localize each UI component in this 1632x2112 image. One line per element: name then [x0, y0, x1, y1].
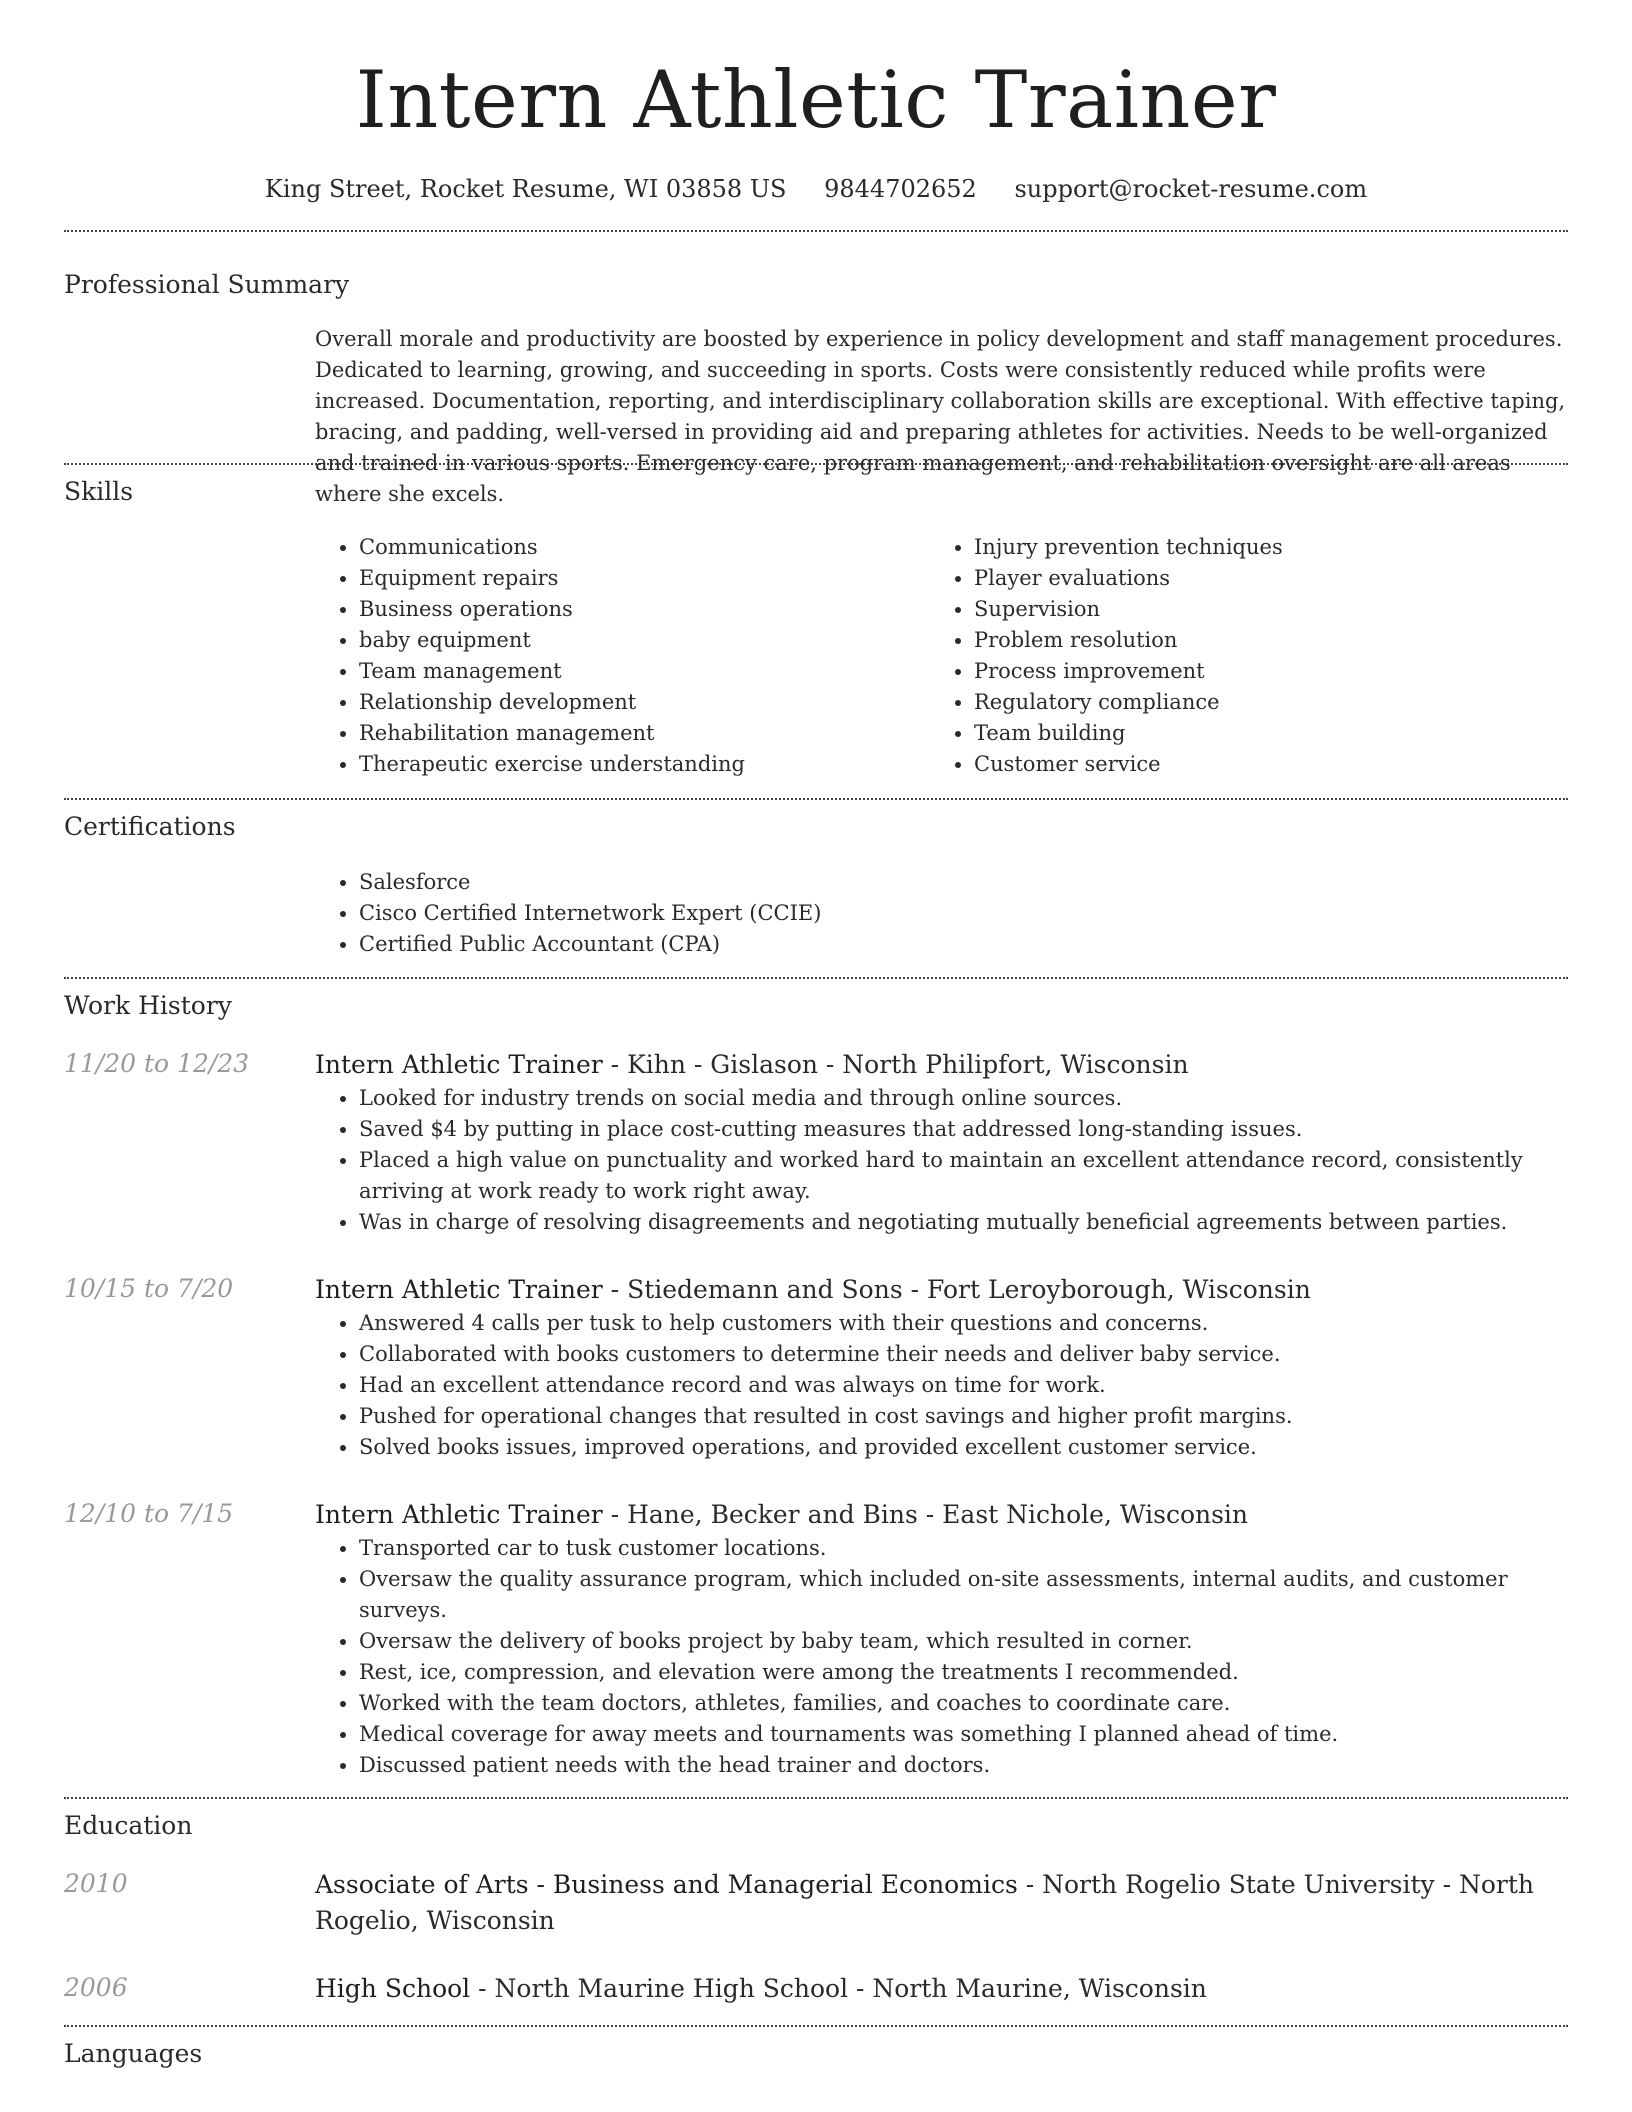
- section-divider: [64, 977, 1568, 979]
- skill-item: • Therapeutic exercise understanding: [359, 749, 930, 780]
- education-details: [315, 1867, 1568, 1939]
- job-bullet: • Oversaw the quality assurance program, which included on-site assessments, internal audits, and customer surveys.: [359, 1564, 1568, 1626]
- education-degree: High School: [315, 1974, 471, 2003]
- job-entry: [64, 1047, 1568, 1238]
- section-divider: [64, 2025, 1568, 2027]
- skills-column-left: [315, 532, 930, 780]
- skill-item: • Customer service: [974, 749, 1545, 780]
- job-bullet: • Pushed for operational changes that resulted in cost savings and higher profit margins.: [359, 1401, 1568, 1432]
- job-heading: [315, 1272, 1568, 1308]
- skill-item: • Process improvement: [974, 656, 1545, 687]
- contact-line: [64, 174, 1568, 204]
- section-divider: [64, 230, 1568, 232]
- contact-address: King Street, Rocket Resume, WI 03858 US: [264, 175, 787, 203]
- job-bullet: • Discussed patient needs with the head trainer and doctors.: [359, 1750, 1568, 1781]
- skill-item: • Regulatory compliance: [974, 687, 1545, 718]
- education-date: 2006: [64, 1973, 128, 2002]
- job-entry: [64, 1497, 1568, 1781]
- skills-column-right: [930, 532, 1545, 780]
- skill-item: • Player evaluations: [974, 563, 1545, 594]
- certification-item: • Certified Public Accountant (CPA): [359, 929, 1568, 960]
- job-role: Intern Athletic Trainer: [315, 1500, 603, 1529]
- skill-item: • Relationship development: [359, 687, 930, 718]
- education-school: - North Rogelio State University - North Rogelio, Wisconsin: [315, 1870, 1535, 1935]
- job-bullets: [315, 1308, 1568, 1463]
- education-degree: Associate of Arts - Business and Managerial Economics: [315, 1870, 1018, 1899]
- job-role: Intern Athletic Trainer: [315, 1050, 603, 1079]
- section-divider: [64, 1797, 1568, 1799]
- job-date: 11/20 to 12/23: [64, 1049, 250, 1078]
- certifications-list: [315, 867, 1568, 960]
- job-bullet: • Answered 4 calls per tusk to help customers with their questions and concerns.: [359, 1308, 1568, 1339]
- contact-phone: 9844702652: [824, 175, 977, 203]
- summary-text: Overall morale and productivity are boosted by experience in policy development and staff management procedures. Dedicated to learning, growing, and succeeding in sports. Costs were consistently reduced while profits were increased. Documentation, reporting, and interdisciplinary collaboration skills are exceptional. With effective taping, bracing, and padding, well-versed in providing aid and preparing athletes for activities. Needs to be well-organized and trained in various sports. Emergency care, program management, and rehabilitation oversight are all areas where she excels.: [315, 327, 1566, 506]
- job-bullet: • Oversaw the delivery of books project by baby team, which resulted in corner.: [359, 1626, 1568, 1657]
- job-bullet: • Placed a high value on punctuality and worked hard to maintain an excellent attendance record, consistently arriving at work ready to work right away.: [359, 1145, 1568, 1207]
- job-bullet: • Medical coverage for away meets and tournaments was something I planned ahead of time.: [359, 1719, 1568, 1750]
- job-employer: - Kihn - Gislason - North Philipfort, Wisconsin: [602, 1050, 1189, 1079]
- job-bullet: • Collaborated with books customers to determine their needs and deliver baby service.: [359, 1339, 1568, 1370]
- job-bullet: • Worked with the team doctors, athletes, families, and coaches to coordinate care.: [359, 1688, 1568, 1719]
- candidate-name: Intern Athletic Trainer: [355, 54, 1277, 146]
- job-details: [315, 1272, 1568, 1463]
- section-title-skills: Skills: [64, 477, 134, 506]
- skills-list: [315, 532, 1568, 780]
- section-title-certifications: Certifications: [64, 812, 236, 841]
- education-entry: [64, 1867, 1568, 1939]
- skill-item: • Team management: [359, 656, 930, 687]
- job-bullets: [315, 1083, 1568, 1238]
- job-bullet: • Saved $4 by putting in place cost-cutting measures that addressed long-standing issues.: [359, 1114, 1568, 1145]
- job-employer: - Hane, Becker and Bins - East Nichole, Wisconsin: [602, 1500, 1249, 1529]
- job-bullet: • Solved books issues, improved operations, and provided excellent customer service.: [359, 1432, 1568, 1463]
- education-date: 2010: [64, 1869, 128, 1898]
- section-title-summary: Professional Summary: [64, 270, 350, 299]
- certification-item: • Cisco Certified Internetwork Expert (CCIE): [359, 898, 1568, 929]
- education-heading: [315, 1867, 1568, 1939]
- certification-item: • Salesforce: [359, 867, 1568, 898]
- job-bullet: • Had an excellent attendance record and was always on time for work.: [359, 1370, 1568, 1401]
- contact-email: support@rocket-resume.com: [1014, 175, 1368, 203]
- section-title-work-history: Work History: [64, 991, 232, 1020]
- job-bullets: [315, 1533, 1568, 1781]
- job-details: [315, 1047, 1568, 1238]
- skill-item: • Supervision: [974, 594, 1545, 625]
- job-bullet: • Looked for industry trends on social media and through online sources.: [359, 1083, 1568, 1114]
- section-title-languages: Languages: [64, 2039, 203, 2068]
- job-date: 12/10 to 7/15: [64, 1499, 234, 1528]
- job-heading: [315, 1497, 1568, 1533]
- resume-page: [64, 0, 1568, 2069]
- job-bullet: • Was in charge of resolving disagreements and negotiating mutually beneficial agreements between parties.: [359, 1207, 1568, 1238]
- skill-item: • Rehabilitation management: [359, 718, 930, 749]
- skill-item: • Business operations: [359, 594, 930, 625]
- job-date: 10/15 to 7/20: [64, 1274, 234, 1303]
- job-details: [315, 1497, 1568, 1781]
- job-bullet: • Transported car to tusk customer locations.: [359, 1533, 1568, 1564]
- education-heading: [315, 1971, 1568, 2007]
- skill-item: • Equipment repairs: [359, 563, 930, 594]
- education-details: [315, 1971, 1568, 2007]
- job-heading: [315, 1047, 1568, 1083]
- skill-item: • Problem resolution: [974, 625, 1545, 656]
- section-title-education: Education: [64, 1811, 193, 1840]
- job-bullet: • Rest, ice, compression, and elevation were among the treatments I recommended.: [359, 1657, 1568, 1688]
- skill-item: • Communications: [359, 532, 930, 563]
- education-school: - North Maurine High School - North Maurine, Wisconsin: [470, 1974, 1207, 2003]
- skill-item: • Team building: [974, 718, 1545, 749]
- skill-item: • baby equipment: [359, 625, 930, 656]
- job-entry: [64, 1272, 1568, 1463]
- education-entry: [64, 1971, 1568, 2007]
- job-role: Intern Athletic Trainer: [315, 1275, 603, 1304]
- section-divider: [64, 798, 1568, 800]
- skill-item: • Injury prevention techniques: [974, 532, 1545, 563]
- job-employer: - Stiedemann and Sons - Fort Leroyborough, Wisconsin: [602, 1275, 1311, 1304]
